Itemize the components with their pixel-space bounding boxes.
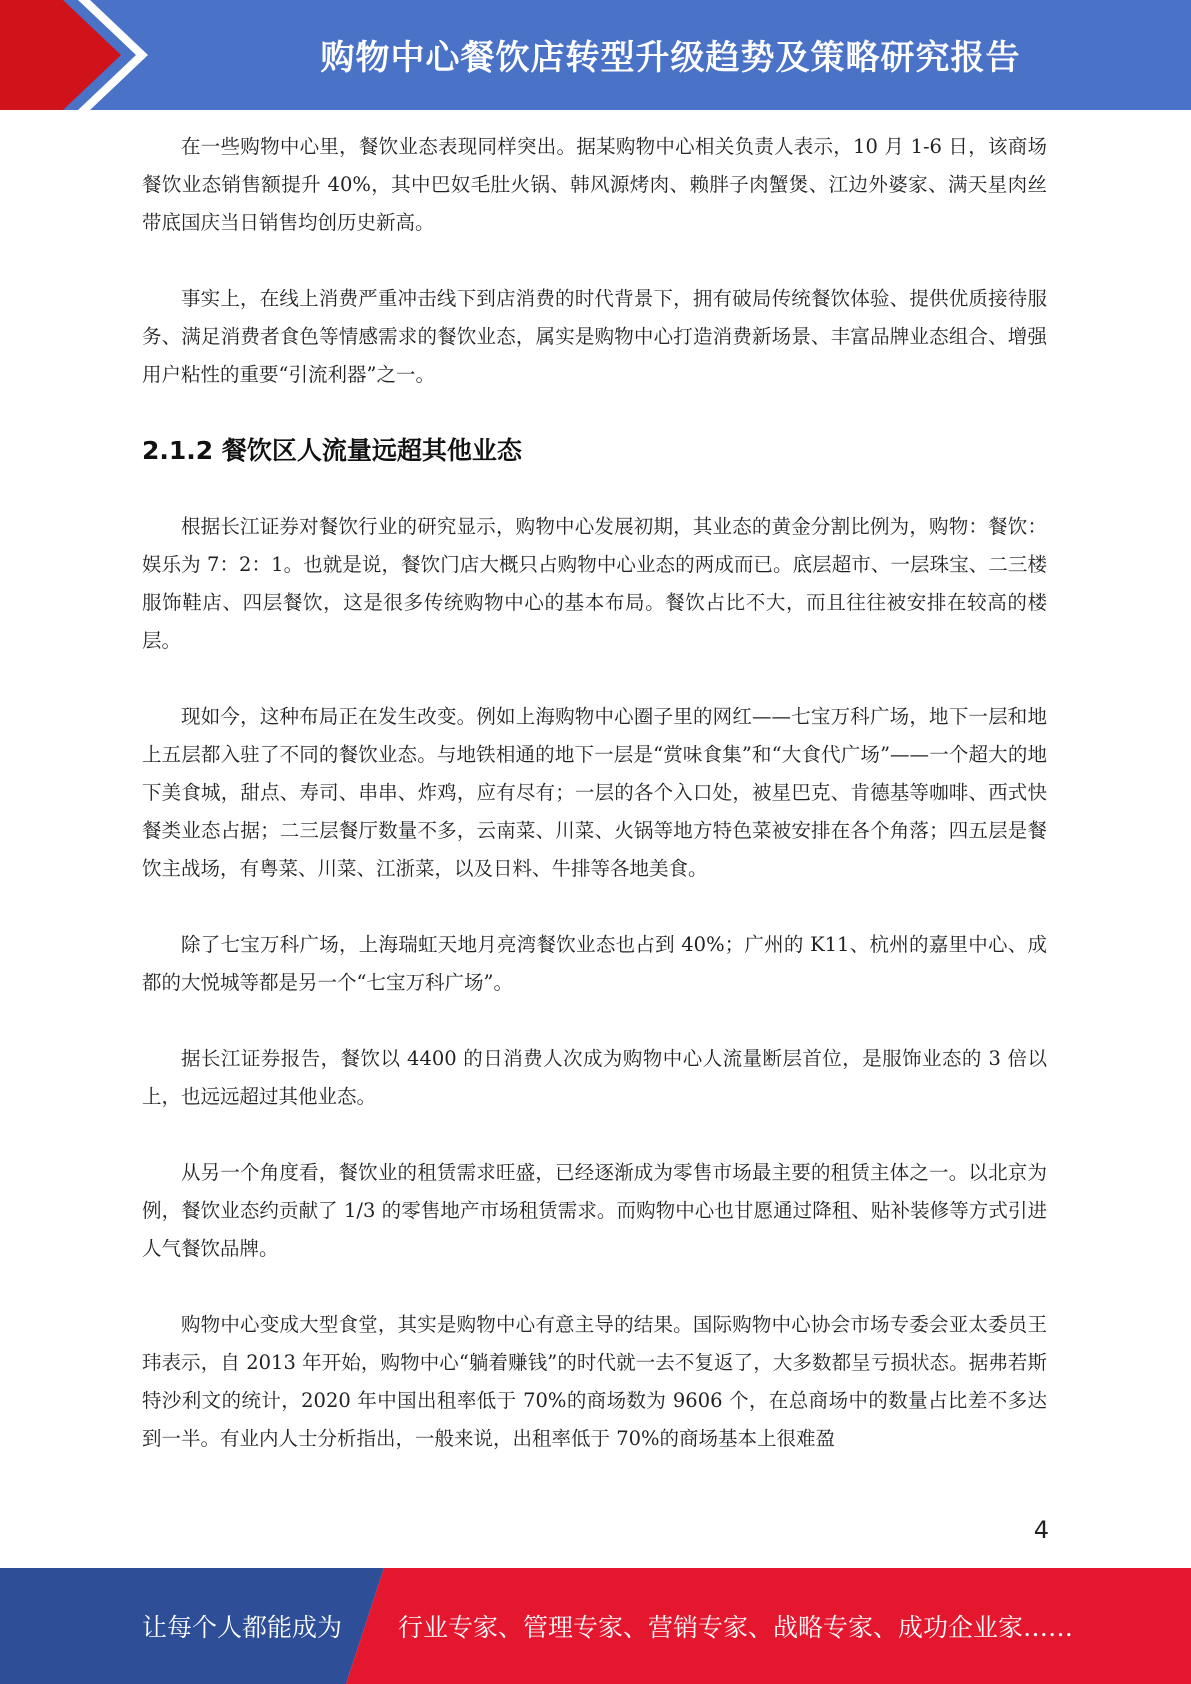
red-arrow-icon xyxy=(0,0,160,110)
paragraph: 除了七宝万科广场，上海瑞虹天地月亮湾餐饮业态也占到 40%；广州的 K11、杭州的嘉里中心、成都的大悦城等都是另一个“七宝万科广场”。 xyxy=(142,933,1047,994)
footer-slogan-left: 让每个人都能成为 xyxy=(142,1613,343,1642)
paragraph: 购物中心变成大型食堂，其实是购物中心有意主导的结果。国际购物中心协会市场专委会亚太委员王玮表示，自 2013 年开始，购物中心“躺着赚钱”的时代就一去不复返了，大多数都呈亏损状态。据弗若斯特沙利文的统计，2020 年中国出租率低于 70%的商场数为 9606 个，在总商场中的数量占比差不多达到一半。有业内人士分析指出，一般来说，出租率低于 70%的商场基本上很难盈 xyxy=(142,1313,1047,1450)
paragraph: 据长江证券报告，餐饮以 4400 的日消费人次成为购物中心人流量断层首位，是服饰业态的 3 倍以上，也远远超过其他业态。 xyxy=(142,1047,1047,1108)
paragraph: 事实上，在线上消费严重冲击线下到店消费的时代背景下，拥有破局传统餐饮体验、提供优质接待服务、满足消费者食色等情感需求的餐饮业态，属实是购物中心打造消费新场景、丰富品牌业态组合、增强用户粘性的重要“引流利器”之一。 xyxy=(142,287,1047,386)
paragraph: 从另一个角度看，餐饮业的租赁需求旺盛，已经逐渐成为零售市场最主要的租赁主体之一。以北京为例，餐饮业态约贡献了 1/3 的零售地产市场租赁需求。而购物中心也甘愿通过降租、贴补装修等方式引进人气餐饮品牌。 xyxy=(142,1161,1047,1260)
paragraph: 现如今，这种布局正在发生改变。例如上海购物中心圈子里的网红——七宝万科广场，地下一层和地上五层都入驻了不同的餐饮业态。与地铁相通的地下一层是“赏味食集”和“大食代广场”——一个超大的地下美食城，甜点、寿司、串串、炸鸡，应有尽有；一层的各个入口处，被星巴克、肯德基等咖啡、西式快餐类业态占据；二三层餐厅数量不多，云南菜、川菜、火锅等地方特色菜被安排在各个角落；四五层是餐饮主战场，有粤菜、川菜、江浙菜，以及日料、牛排等各地美食。 xyxy=(142,705,1047,880)
paragraph: 在一些购物中心里，餐饮业态表现同样突出。据某购物中心相关负责人表示，10 月 1-6 日，该商场餐饮业态销售额提升 40%，其中巴奴毛肚火锅、韩风源烤肉、赖胖子肉蟹煲、江边外婆家、满天星肉丝带底国庆当日销售均创历史新高。 xyxy=(142,135,1047,234)
section-heading: 2.1.2 餐饮区人流量远超其他业态 xyxy=(142,436,522,465)
page-number: 4 xyxy=(1033,1516,1049,1544)
report-title: 购物中心餐饮店转型升级趋势及策略研究报告 xyxy=(320,37,1021,78)
paragraph: 根据长江证券对餐饮行业的研究显示，购物中心发展初期，其业态的黄金分割比例为，购物：餐饮：娱乐为 7：2：1。也就是说，餐饮门店大概只占购物中心业态的两成而已。底层超市、一层珠宝、二三楼服饰鞋店、四层餐饮，这是很多传统购物中心的基本布局。餐饮占比不大，而且往往被安排在较高的楼层。 xyxy=(142,515,1047,652)
page-header xyxy=(0,0,1191,110)
footer-slogan-right: 行业专家、管理专家、营销专家、战略专家、成功企业家…… xyxy=(398,1613,1074,1642)
page-footer xyxy=(0,1568,1191,1684)
report-body xyxy=(142,128,1047,1496)
